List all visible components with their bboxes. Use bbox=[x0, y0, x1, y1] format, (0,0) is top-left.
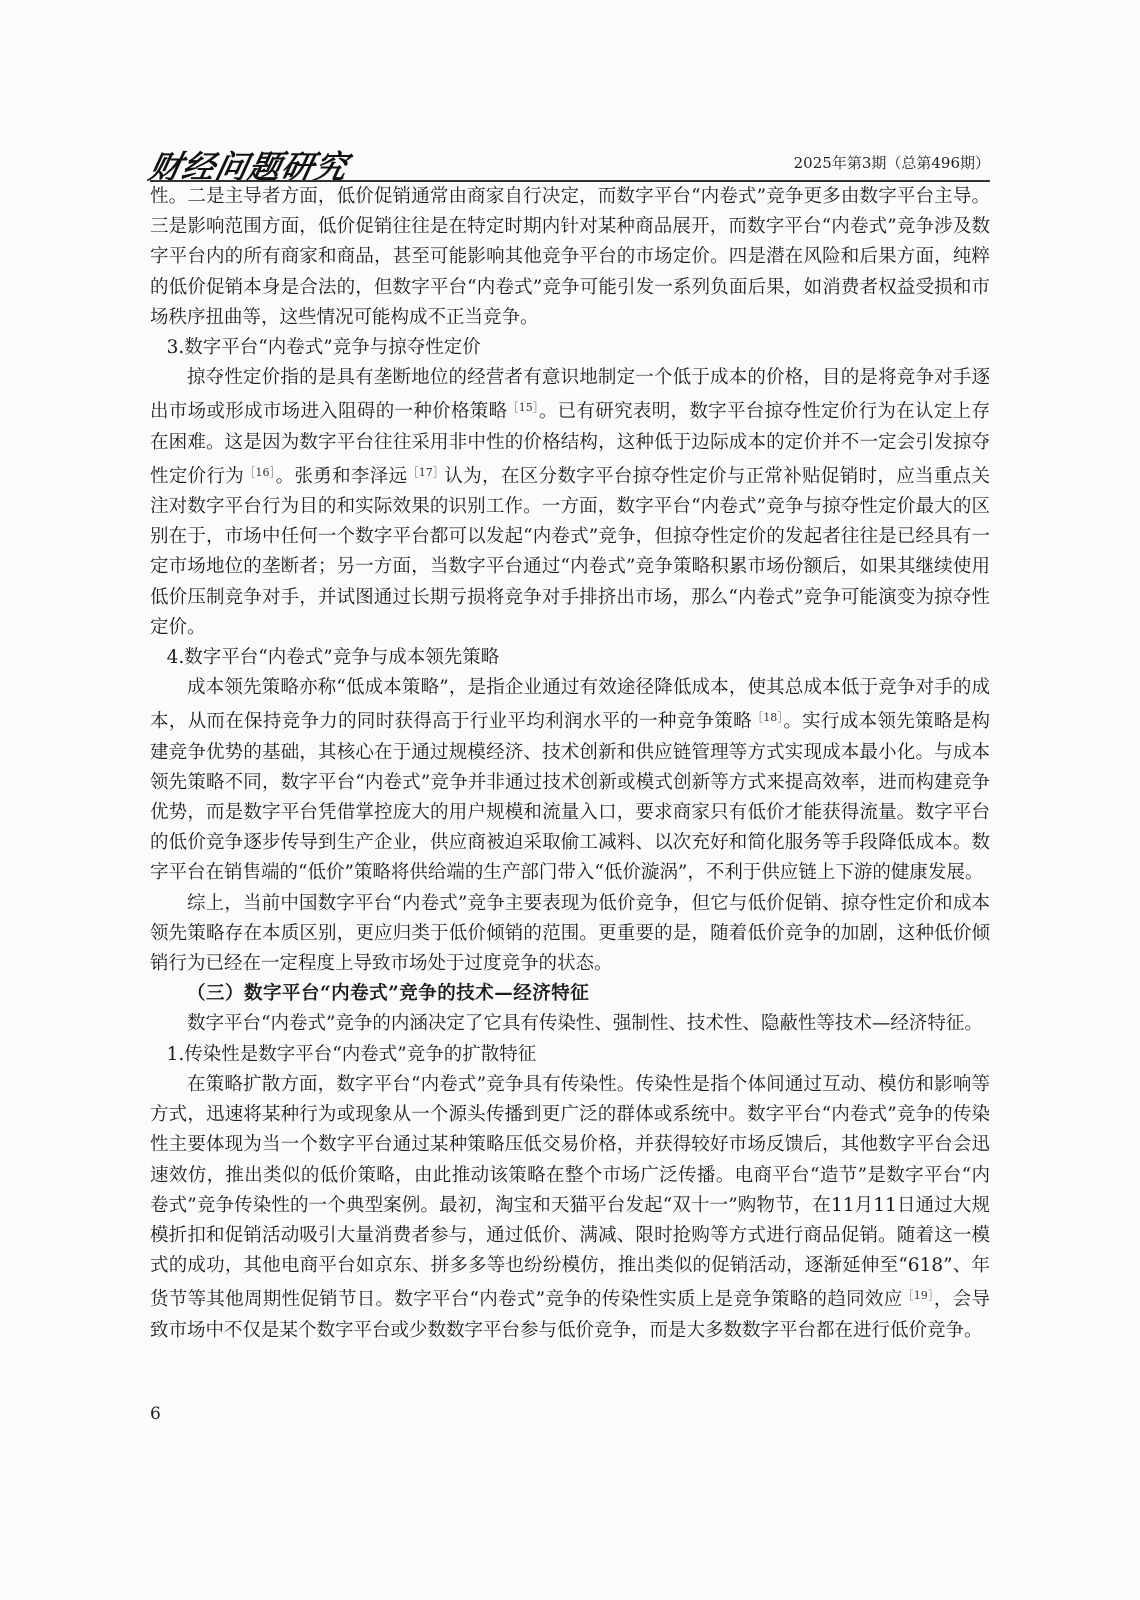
journal-logo: 财经问题研究 bbox=[145, 148, 352, 186]
paragraph-predatory-pricing bbox=[150, 363, 990, 643]
subheading-predatory-pricing: 3.数字平台“内卷式”竞争与掠夺性定价 bbox=[166, 337, 481, 359]
paragraph-text: 认为，在区分数字平台掠夺性定价与正常补贴促销时，应当重点关注对数字平台行为目的和实际效果的识别工作。一方面，数字平台“内卷式”竞争与掠夺性定价最大的区别在于，市场中任何一个数字平台都可以发起“内卷式”竞争，但掠夺性定价的发起者往往是已经具有一定市场地位的垄断者；另一方面，当数字平台通过“内卷式”竞争策略积累市场份额后，如果其继续使用低价压制竞争对手，并试图通过长期亏损将竞争对手排挤出市场，那么“内卷式”竞争可能演变为掠夺性定价。 bbox=[150, 465, 990, 638]
paragraph-text: 在策略扩散方面，数字平台“内卷式”竞争具有传染性。传染性是指个体间通过互动、模仿和影响等方式，迅速将某种行为或现象从一个源头传播到更广泛的群体或系统中。数字平台“内卷式”竞争的传染性主要体现为当一个数字平台通过某种策略压低交易价格，并获得较好市场反馈后，其他数字平台会迅速效仿，推出类似的低价策略，由此推动该策略在整个市场广泛传播。电商平台“造节”是数字平台“内卷式”竞争传染性的一个典型案例。最初，淘宝和天猫平台发起“双十一”购物节，在11月11日通过大规模折扣和促销活动吸引大量消费者参与，通过低价、满减、限时抢购等方式进行商品促销。随着这一模式的成功，其他电商平台如京东、拼多多等也纷纷模仿，推出类似的促销活动，逐渐延伸至“618”、年货节等其他周期性促销节日。数字平台“内卷式”竞争的传染性实质上是竞争策略的趋同效应 bbox=[150, 1073, 990, 1311]
paragraph-cost-leadership bbox=[150, 673, 990, 888]
paragraph-features-intro: 数字平台“内卷式”竞争的内涵决定了它具有传染性、强制性、技术性、隐蔽性等技术—经济特征。 bbox=[187, 1013, 983, 1035]
subheading-contagion: 1.传染性是数字平台“内卷式”竞争的扩散特征 bbox=[166, 1043, 537, 1065]
paragraph-contagion bbox=[150, 1070, 990, 1346]
section-heading-3: （三）数字平台“内卷式”竞争的技术—经济特征 bbox=[187, 983, 590, 1005]
issue-info: 2025年第3期（总第496期） bbox=[793, 154, 990, 172]
subheading-cost-leadership: 4.数字平台“内卷式”竞争与成本领先策略 bbox=[166, 647, 500, 669]
article-body bbox=[150, 182, 990, 1346]
citation-17: ［17］ bbox=[407, 465, 445, 479]
paragraph-continuation: 性。二是主导者方面，低价促销通常由商家自行决定，而数字平台“内卷式”竞争更多由数字平台主导。三是影响范围方面，低价促销往往是在特定时期内针对某种商品展开，而数字平台“内卷式”竞争涉及数字平台内的所有商家和商品，甚至可能影响其他竞争平台的市场定价。四是潜在风险和后果方面，纯粹的低价促销本身是合法的，但数字平台“内卷式”竞争可能引发一系列负面后果，如消费者权益受损和市场秩序扭曲等，这些情况可能构成不正当竞争。 bbox=[150, 186, 990, 328]
page-number: 6 bbox=[150, 1404, 161, 1424]
citation-15: ［15］ bbox=[507, 401, 539, 415]
citation-19: ［19］ bbox=[902, 1289, 934, 1303]
paragraph-text: 成本领先策略亦称“低成本策略”，是指企业通过有效途径降低成本，使其总成本低于竞争对手的成本，从而在保持竞争力的同时获得高于行业平均利润水平的一种竞争策略 bbox=[150, 677, 990, 733]
paragraph-text: 。张勇和李泽远 bbox=[275, 465, 408, 487]
citation-16: ［16］ bbox=[244, 465, 276, 479]
paragraph-text: 掠夺性定价指的是具有垄断地位的经营者有意识地制定一个低于成本的价格，目的是将竞争对手逐出市场或形成市场进入阻碍的一种价格策略 bbox=[150, 367, 990, 423]
paragraph-text: 。已有研究表明，数字平台掠夺性定价行为在认定上存在困难。这是因为数字平台往往采用非中性的价格结构，这种低于边际成本的定价并不一定会引发掠夺性定价行为 bbox=[150, 401, 990, 487]
paragraph-summary: 综上，当前中国数字平台“内卷式”竞争主要表现为低价竞争，但它与低价促销、掠夺性定价和成本领先策略存在本质区别，更应归类于低价倾销的范围。更重要的是，随着低价竞争的加剧，这种低价倾销行为已经在一定程度上导致市场处于过度竞争的状态。 bbox=[150, 892, 990, 975]
paragraph-text: ，会导致市场中不仅是某个数字平台或少数数字平台参与低价竞争，而是大多数数字平台都在进行低价竞争。 bbox=[150, 1289, 990, 1341]
running-header bbox=[145, 140, 990, 186]
citation-18: ［18］ bbox=[751, 711, 784, 725]
paragraph-text: 。实行成本领先策略是构建竞争优势的基础，其核心在于通过规模经济、技术创新和供应链管理等方式实现成本最小化。与成本领先策略不同，数字平台“内卷式”竞争并非通过技术创新或模式创新等方式来提高效率，进而构建竞争优势，而是数字平台凭借掌控庞大的用户规模和流量入口，要求商家只有低价才能获得流量。数字平台的低价竞争逐步传导到生产企业，供应商被迫采取偷工减料、以次充好和简化服务等手段降低成本。数字平台在销售端的“低价”策略将供给端的生产部门带入“低价漩涡”，不利于供应链上下游的健康发展。 bbox=[150, 711, 990, 884]
